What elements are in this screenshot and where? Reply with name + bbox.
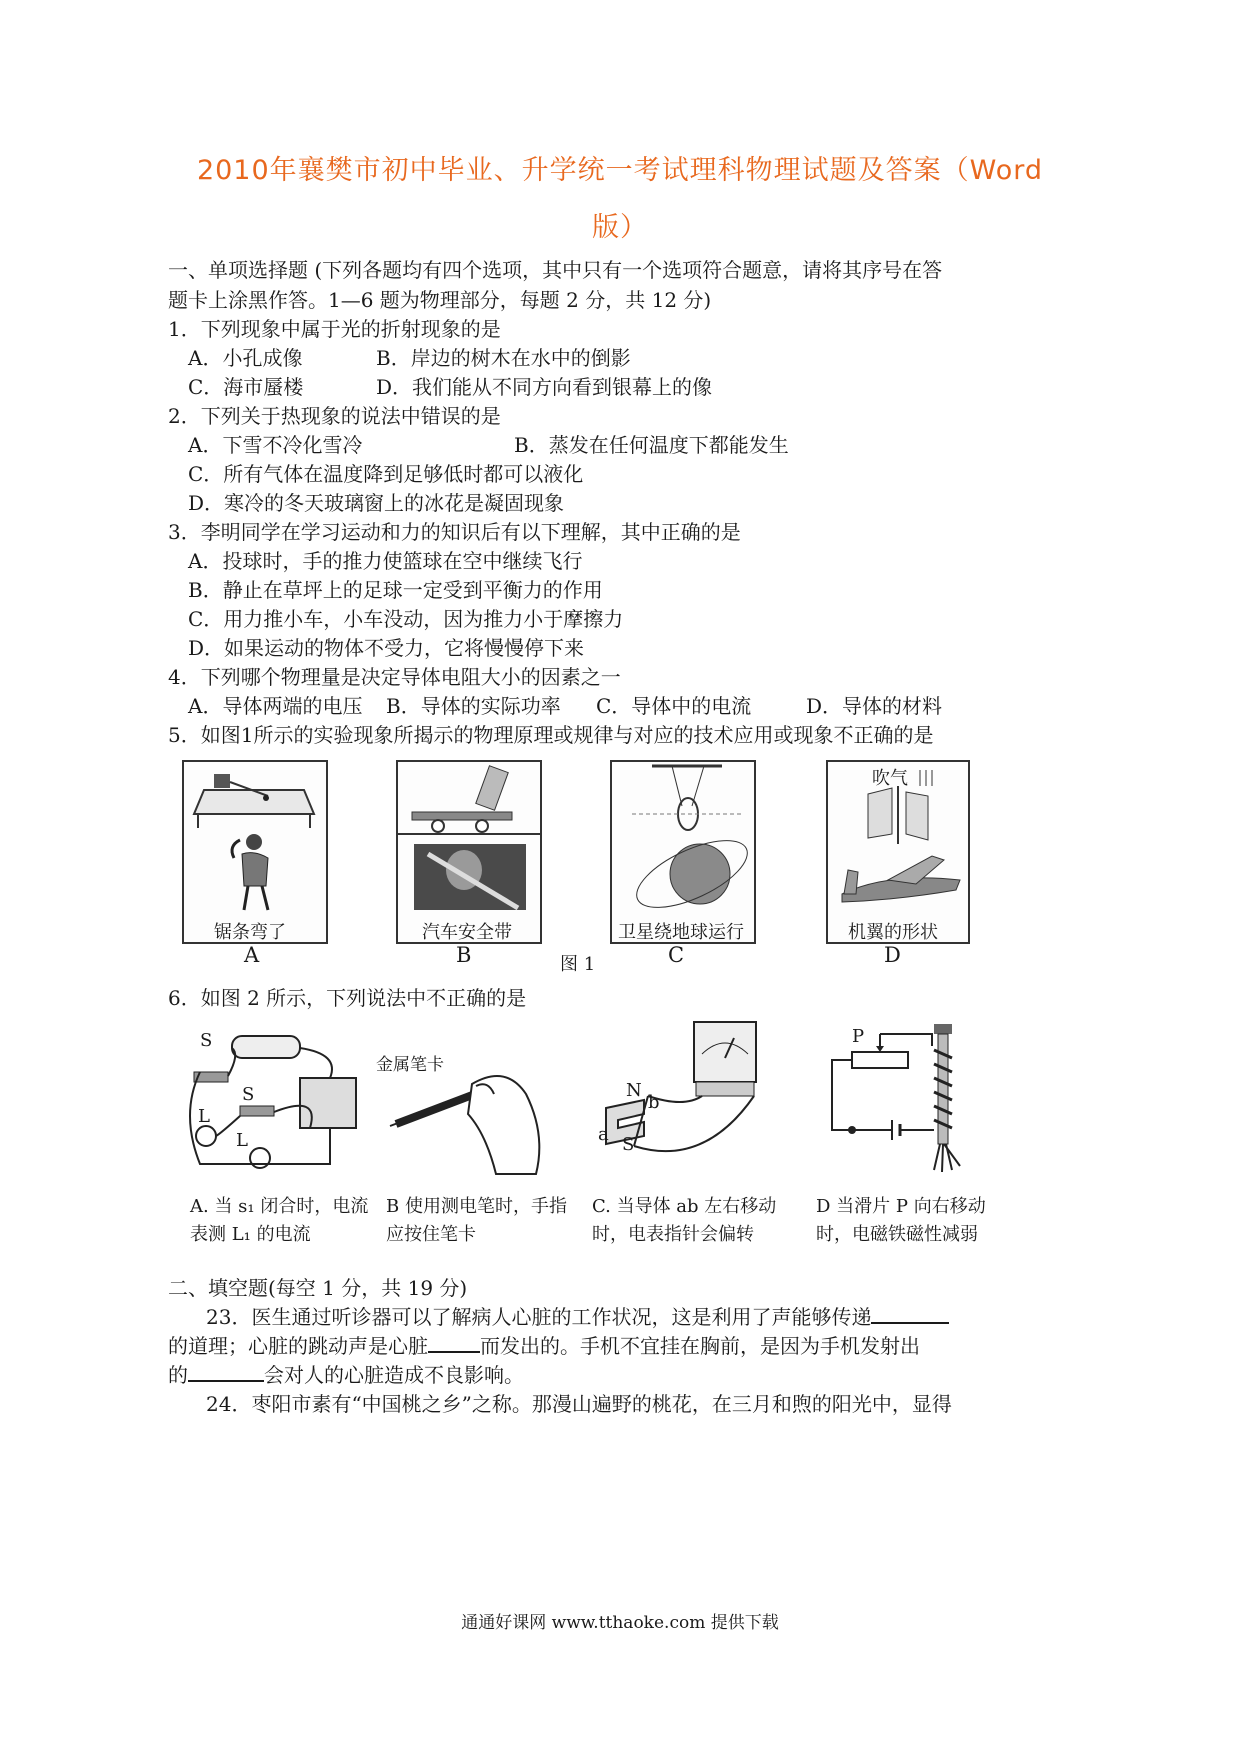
q2-stem: 2．下列关于热现象的说法中错误的是 [168,404,501,428]
label-conductor-b: b [648,1092,660,1113]
figure1-label: 图 1 [560,954,596,975]
q1-option-b: B．岸边的树木在水中的倒影 [376,346,631,370]
q23-blank-2[interactable] [428,1331,480,1353]
q2-option-c: C．所有气体在温度降到足够低时都可以液化 [188,462,584,486]
q23-line1 [206,1301,949,1330]
figure1-caption-d: 机翼的形状 [848,922,938,943]
q1-stem: 1．下列现象中属于光的折射现象的是 [168,317,501,341]
q2-option-d: D．寒冷的冬天玻璃窗上的冰花是凝固现象 [188,491,565,515]
figure1-blow-label: 吹气 [872,768,908,789]
label-conductor-a: a [598,1124,609,1145]
q3-option-b: B．静止在草坪上的足球一定受到平衡力的作用 [188,578,603,602]
q2-option-a: A．下雪不冷化雪冷 [188,433,363,457]
section2-header: 二、填空题(每空 1 分，共 19 分) [168,1276,468,1300]
label-pole-n: N [626,1080,642,1101]
figure1-panel-d [826,760,970,944]
q4-option-b: B．导体的实际功率 [386,694,561,718]
seatbelt-illustration [398,762,540,912]
q23-text-e: 会对人的心脏造成不良影响。 [264,1363,524,1387]
q1-option-d: D．我们能从不同方向看到银幕上的像 [376,375,713,399]
page-footer: 通通好课网 www.tthaoke.com 提供下载 [461,1613,779,1633]
q3-option-d: D．如果运动的物体不受力，它将慢慢停下来 [188,636,585,660]
label-switch-s: S [200,1030,213,1051]
q23-line2 [168,1330,920,1359]
q23-text-b: 的道理；心脏的跳动声是心脏 [168,1334,428,1358]
figure1-letter-a: A [244,943,260,967]
figure1-letter-d: D [884,943,901,967]
q23-text-d: 的 [168,1363,188,1387]
satellite-orbit-illustration [612,762,754,912]
figure1-caption-b: 汽车安全带 [422,922,512,943]
induction-meter-illustration [584,1018,774,1184]
figure2-caption-c-line1: C. 当导体 ab 左右移动 [592,1196,777,1217]
figure2-caption-d-line2: 时，电磁铁磁性减弱 [816,1224,978,1245]
figure1-caption-a: 锯条弯了 [214,922,286,943]
section1-header-cont: 题卡上涂黑作答。1—6 题为物理部分，每题 2 分，共 12 分) [168,288,712,312]
label-lamp-l2: L [236,1130,248,1151]
label-slider-p: P [852,1026,865,1047]
q1-option-c: C．海市蜃楼 [188,375,304,399]
figure1-letter-c: C [668,943,685,967]
figure2-caption-d-line1: D 当滑片 P 向右移动 [816,1196,986,1217]
q3-option-c: C．用力推小车，小车没动，因为推力小于摩擦力 [188,607,624,631]
q23-text-a: 23．医生通过听诊器可以了解病人心脏的工作状况，这是利用了声能够传递 [206,1305,872,1329]
q23-text-c: 而发出的。手机不宜挂在胸前，是因为手机发射出 [480,1334,920,1358]
q6-stem: 6．如图 2 所示，下列说法中不正确的是 [168,986,527,1010]
figure1-letter-b: B [456,943,472,967]
q5-stem: 5．如图1所示的实验现象所揭示的物理原理或规律与对应的技术应用或现象不正确的是 [168,723,934,747]
figure1-panel-b [396,760,542,944]
q23-blank-3[interactable] [188,1360,264,1382]
figure2-caption-a-line1: A. 当 s₁ 闭合时，电流 [190,1196,369,1217]
figure2-caption-a-line2: 表测 L₁ 的电流 [190,1224,311,1245]
label-pen-clip: 金属笔卡 [376,1055,444,1075]
section1-header: 一、单项选择题 (下列各题均有四个选项，其中只有一个选项符合题意，请将其序号在答 [168,258,943,282]
figure2-caption-c-line2: 时，电表指针会偏转 [592,1224,754,1245]
label-lamp-l1: L [198,1106,210,1127]
figure2-caption-b-line1: B 使用测电笔时，手指 [386,1196,567,1217]
figure2-panel-c [584,1018,774,1184]
figure2-caption-b-line2: 应按住笔卡 [386,1224,476,1245]
saw-blade-illustration [184,762,326,912]
q4-option-a: A．导体两端的电压 [188,694,363,718]
q23-blank-1[interactable] [871,1302,949,1324]
page-title-line2: 版） [592,212,648,243]
page-title-line1: 2010年襄樊市初中毕业、升学统一考试理科物理试题及答案（Word [196,155,1044,186]
q3-stem: 3．李明同学在学习运动和力的知识后有以下理解，其中正确的是 [168,520,741,544]
figure1-panel-a [182,760,328,944]
figure2-panel-b [376,1024,556,1184]
q4-option-d: D．导体的材料 [806,694,943,718]
label-switch-s1: S [242,1084,255,1105]
figure1-caption-c: 卫星绕地球运行 [618,922,744,943]
q23-line3 [168,1359,524,1388]
q3-option-a: A．投球时，手的推力使篮球在空中继续飞行 [188,549,583,573]
electromagnet-illustration [822,1020,972,1184]
q4-option-c: C．导体中的电流 [596,694,752,718]
figure2-panel-d [822,1020,972,1184]
label-pole-s: S [622,1134,635,1155]
figure1-panel-c [610,760,756,944]
q2-option-b: B．蒸发在任何温度下都能发生 [514,433,789,457]
figure2-panel-a [180,1024,360,1184]
test-pen-illustration [376,1024,556,1184]
q24-line1: 24．枣阳市素有“中国桃之乡”之称。那漫山遍野的桃花，在三月和煦的阳光中，显得 [206,1392,952,1416]
q1-option-a: A．小孔成像 [188,346,303,370]
q4-stem: 4．下列哪个物理量是决定导体电阻大小的因素之一 [168,665,621,689]
